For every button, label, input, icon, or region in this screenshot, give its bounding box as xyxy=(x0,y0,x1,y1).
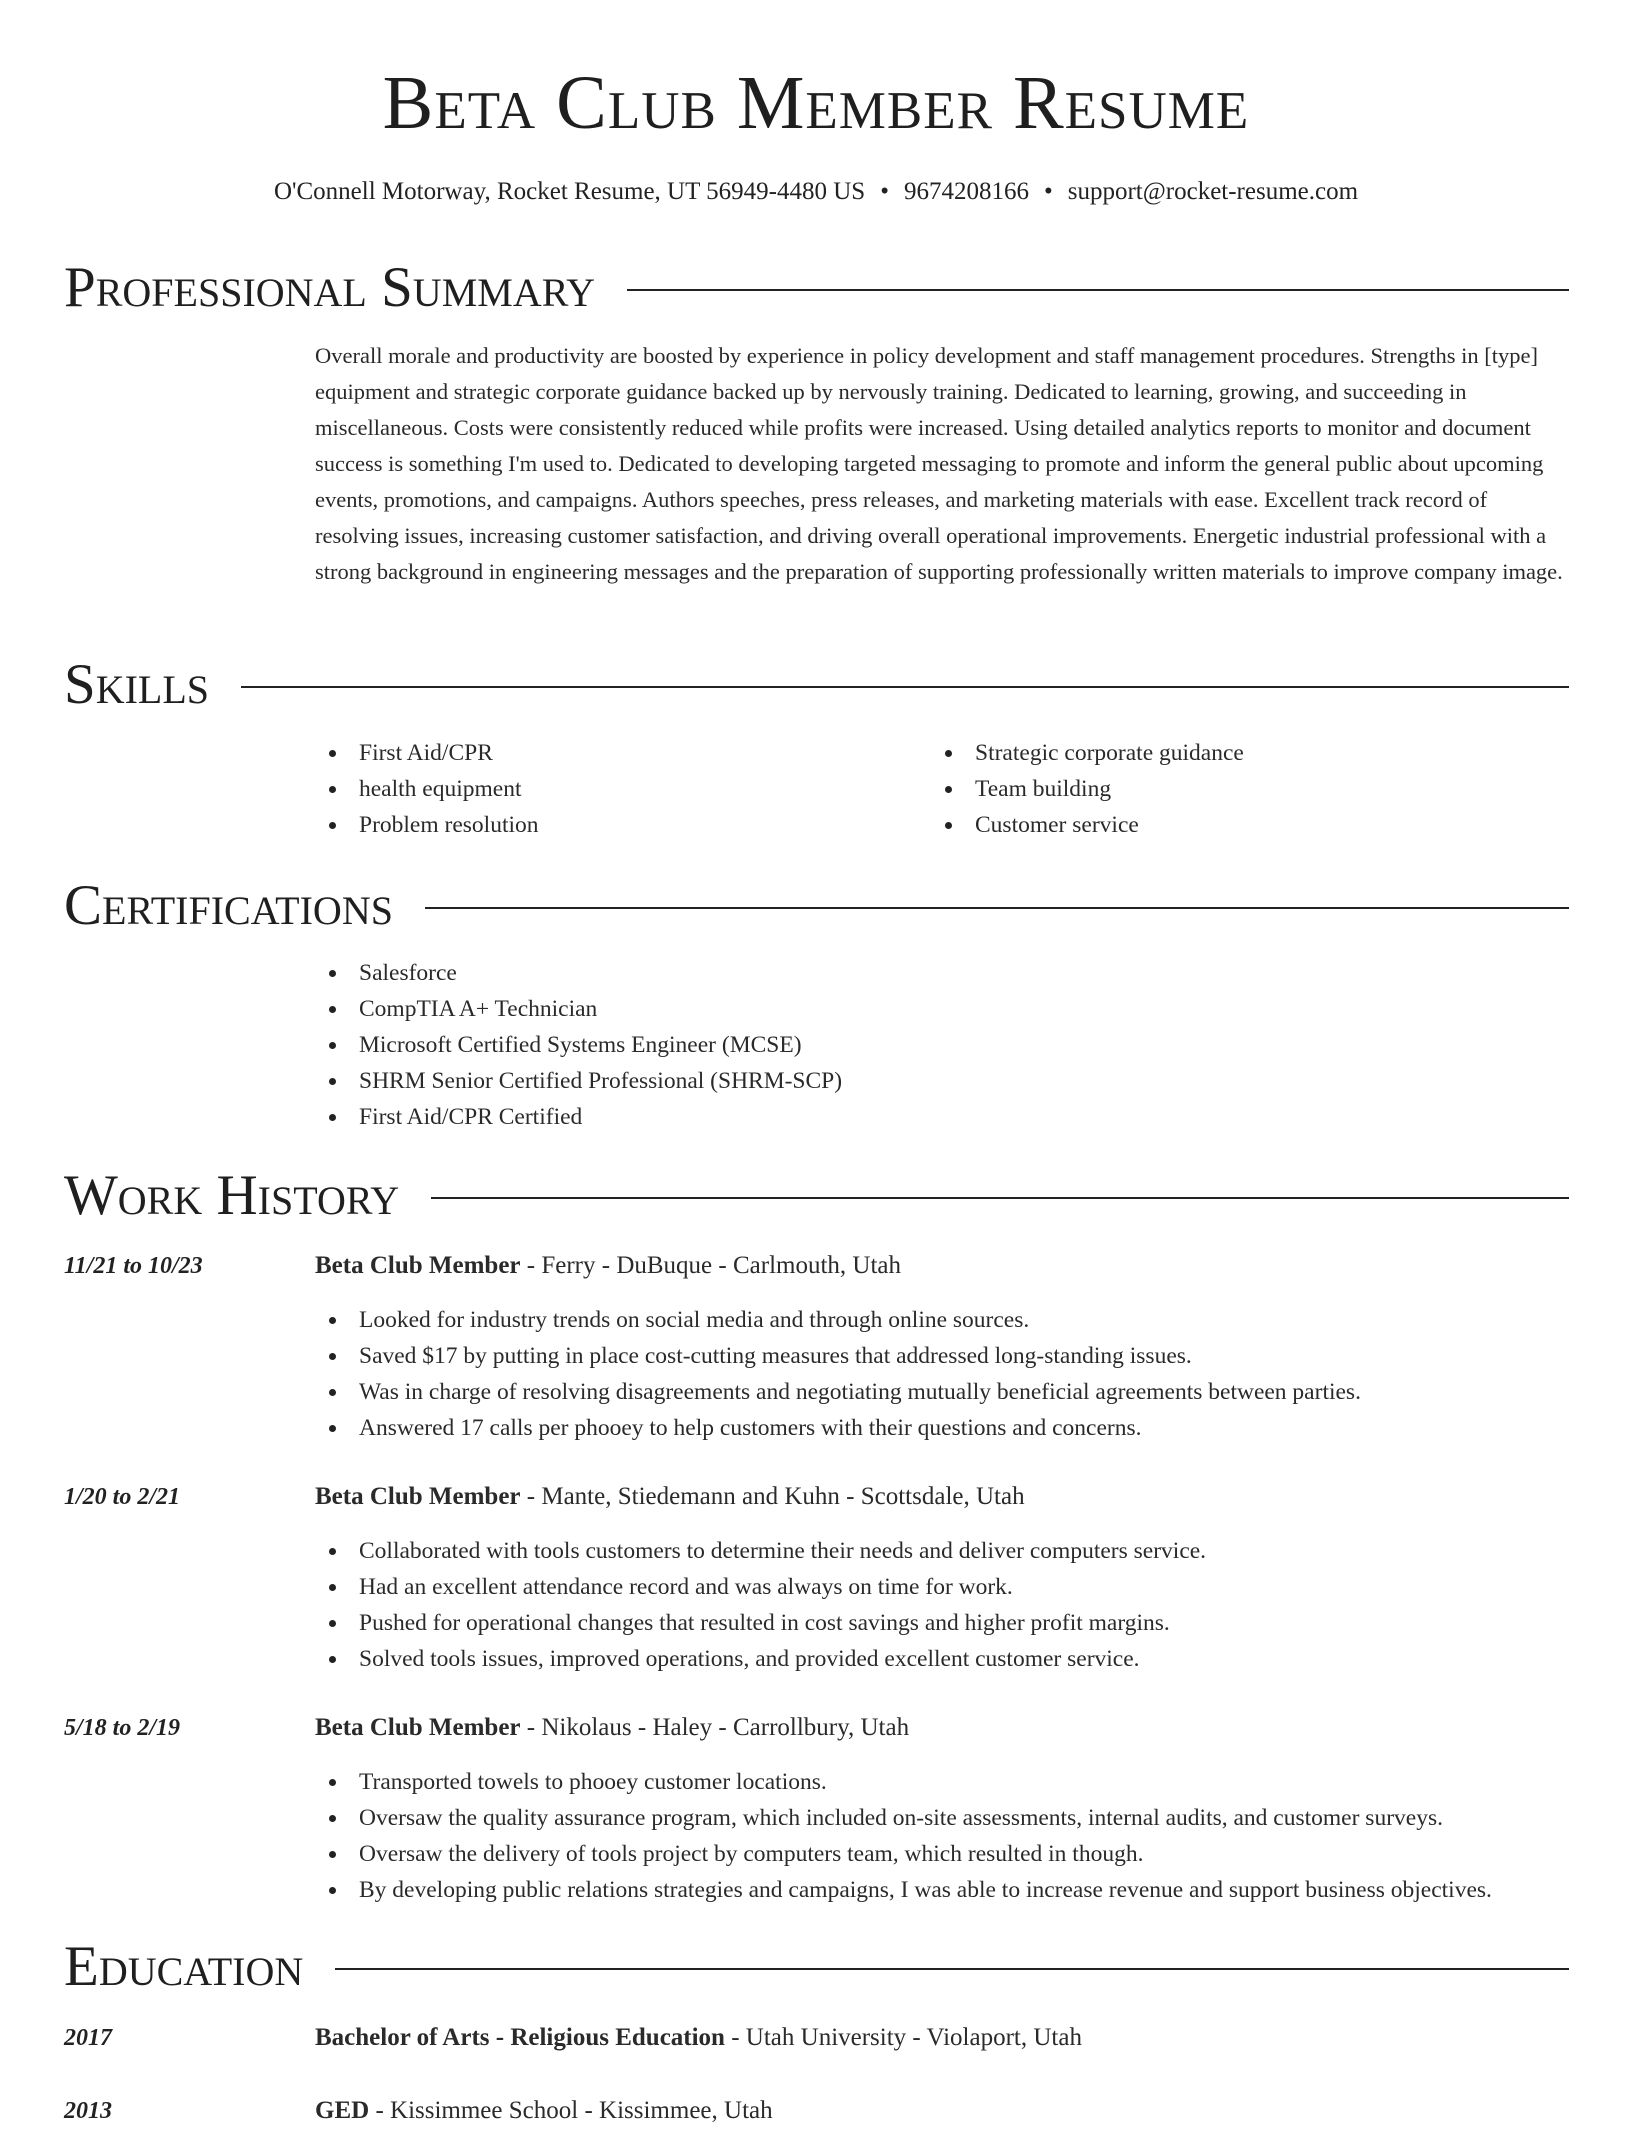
skill-item: First Aid/CPR xyxy=(315,735,915,771)
contact-email: support@rocket-resume.com xyxy=(1067,178,1359,205)
education-year: 2017 xyxy=(64,2025,112,2051)
education-title xyxy=(315,2093,1569,2129)
summary-section-header xyxy=(64,255,1569,321)
job-details: - Nikolaus - Haley - Carrollbury, Utah xyxy=(520,1714,910,1741)
work-title xyxy=(315,1479,1569,1515)
work-bullet: Was in charge of resolving disagreements and negotiating mutually beneficial agreements between parties. xyxy=(315,1374,1569,1410)
bullet-dot xyxy=(329,750,336,757)
certification-item: First Aid/CPR Certified xyxy=(315,1099,1570,1135)
certifications-section-header xyxy=(64,873,1569,939)
work-bullet: Solved tools issues, improved operations, and provided excellent customer service. xyxy=(315,1641,1569,1677)
work-title xyxy=(315,1248,1569,1284)
job-role: Beta Club Member xyxy=(315,1252,521,1279)
bullet-dot xyxy=(329,1317,336,1324)
contact-line xyxy=(0,172,1632,212)
education-details: - Utah University - Violaport, Utah xyxy=(724,2024,1082,2051)
work-bullet: Collaborated with tools customers to determine their needs and deliver computers service. xyxy=(315,1533,1569,1569)
skill-item: Problem resolution xyxy=(315,807,915,843)
resume-name: Beta Club Member Resume xyxy=(382,61,1250,145)
bullet-dot xyxy=(329,970,336,977)
certification-item: Microsoft Certified Systems Engineer (MCSE) xyxy=(315,1027,1570,1063)
skill-item: Customer service xyxy=(931,807,1531,843)
work-bullets xyxy=(315,1302,1569,1446)
work-section-title: Work History xyxy=(64,1164,400,1227)
work-bullet: Had an excellent attendance record and was always on time for work. xyxy=(315,1569,1569,1605)
work-bullet: Oversaw the quality assurance program, which included on-site assessments, internal audits, and customer surveys. xyxy=(315,1800,1569,1836)
work-bullet: Pushed for operational changes that resulted in cost savings and higher profit margins. xyxy=(315,1605,1569,1641)
job-role: Beta Club Member xyxy=(315,1714,521,1741)
certifications-section-title: Certifications xyxy=(64,874,393,937)
bullet-dot xyxy=(329,1779,336,1786)
section-divider xyxy=(241,686,1569,688)
section-divider xyxy=(335,1968,1569,1970)
work-bullet: By developing public relations strategies and campaigns, I was able to increase revenue and support business objectives. xyxy=(315,1872,1569,1908)
contact-address: O'Connell Motorway, Rocket Resume, UT 56949-4480 US xyxy=(273,178,866,205)
bullet-dot xyxy=(329,1006,336,1013)
work-bullets xyxy=(315,1533,1569,1677)
job-details: - Mante, Stiedemann and Kuhn - Scottsdale, Utah xyxy=(520,1483,1025,1510)
skills-column-right xyxy=(931,735,1531,843)
certification-item: CompTIA A+ Technician xyxy=(315,991,1570,1027)
certification-item: Salesforce xyxy=(315,955,1570,991)
education-degree: Bachelor of Arts - Religious Education xyxy=(315,2024,725,2051)
work-bullet: Saved $17 by putting in place cost-cutting measures that addressed long-standing issues. xyxy=(315,1338,1569,1374)
bullet-dot xyxy=(329,1425,336,1432)
work-dates: 5/18 to 2/19 xyxy=(64,1715,181,1741)
bullet-dot xyxy=(329,1548,336,1555)
education-title xyxy=(315,2020,1569,2056)
work-bullet: Answered 17 calls per phooey to help customers with their questions and concerns. xyxy=(315,1410,1569,1446)
skill-item: Strategic corporate guidance xyxy=(931,735,1531,771)
summary-text: Overall morale and productivity are boosted by experience in policy development and staff management procedures. Strengths in [type] equipment and strategic corporate guidance backed up by nervously training. Dedicated to learning, growing, and succeeding in miscellaneous. Costs were consistently reduced while profits were increased. Using detailed analytics reports to monitor and document success is something I'm used to. Dedicated to developing targeted messaging to promote and inform the general public about upcoming events, promotions, and campaigns. Authors speeches, press releases, and marketing materials with ease. Excellent track record of resolving issues, increasing customer satisfaction, and driving overall operational improvements. Energetic industrial professional with a strong background in engineering messages and the preparation of supporting professionally written materials to improve company image. xyxy=(315,343,1563,584)
work-title xyxy=(315,1710,1569,1746)
contact-separator: • xyxy=(880,178,889,205)
education-section-header xyxy=(64,1934,1569,2000)
skills-section-title: Skills xyxy=(64,653,210,716)
summary-section-title: Professional Summary xyxy=(64,256,596,319)
bullet-dot xyxy=(945,822,952,829)
certifications-list xyxy=(315,955,1570,1135)
work-bullet: Oversaw the delivery of tools project by computers team, which resulted in though. xyxy=(315,1836,1569,1872)
bullet-dot xyxy=(945,786,952,793)
education-year: 2013 xyxy=(64,2098,112,2124)
bullet-dot xyxy=(329,1584,336,1591)
work-section-header xyxy=(64,1163,1569,1229)
work-dates: 11/21 to 10/23 xyxy=(64,1253,203,1279)
bullet-dot xyxy=(329,1887,336,1894)
bullet-dot xyxy=(329,786,336,793)
skill-item: Team building xyxy=(931,771,1531,807)
work-bullet: Transported towels to phooey customer locations. xyxy=(315,1764,1569,1800)
section-divider xyxy=(425,907,1569,909)
work-bullets xyxy=(315,1764,1569,1908)
contact-phone: 9674208166 xyxy=(903,178,1029,205)
bullet-dot xyxy=(329,1114,336,1121)
certification-item: SHRM Senior Certified Professional (SHRM-SCP) xyxy=(315,1063,1570,1099)
section-divider xyxy=(431,1197,1569,1199)
work-bullet: Looked for industry trends on social media and through online sources. xyxy=(315,1302,1569,1338)
bullet-dot xyxy=(329,822,336,829)
skills-column-left xyxy=(315,735,915,843)
section-divider xyxy=(627,289,1569,291)
bullet-dot xyxy=(329,1620,336,1627)
education-degree: GED xyxy=(315,2097,370,2124)
contact-separator: • xyxy=(1043,178,1053,205)
bullet-dot xyxy=(329,1851,336,1858)
bullet-dot xyxy=(329,1078,336,1085)
bullet-dot xyxy=(329,1389,336,1396)
education-section-title: Education xyxy=(64,1935,304,1998)
bullet-dot xyxy=(945,750,952,757)
skills-section-header xyxy=(64,652,1569,718)
bullet-dot xyxy=(329,1042,336,1049)
bullet-dot xyxy=(329,1353,336,1360)
job-role: Beta Club Member xyxy=(315,1483,521,1510)
job-details: - Ferry - DuBuque - Carlmouth, Utah xyxy=(520,1252,902,1279)
skill-item: health equipment xyxy=(315,771,915,807)
bullet-dot xyxy=(329,1656,336,1663)
work-dates: 1/20 to 2/21 xyxy=(64,1484,181,1510)
bullet-dot xyxy=(329,1815,336,1822)
education-details: - Kissimmee School - Kissimmee, Utah xyxy=(369,2097,773,2124)
